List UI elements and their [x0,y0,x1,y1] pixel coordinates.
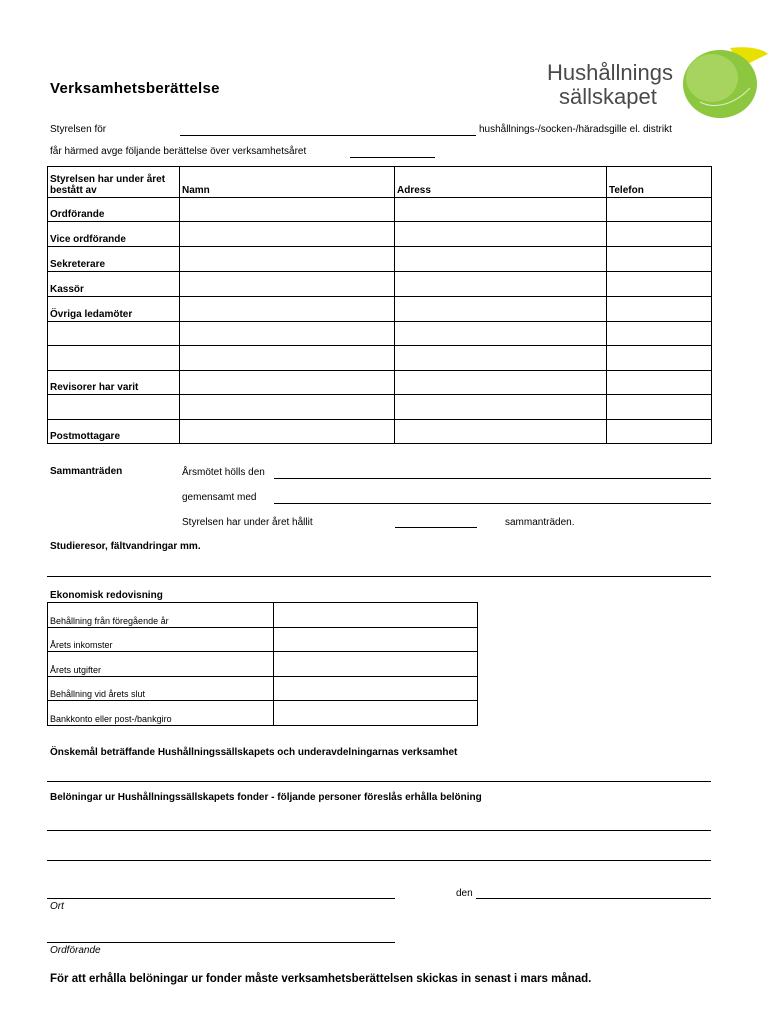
studieresor-label: Studieresor, fältvandringar mm. [50,541,201,552]
date-field[interactable] [476,898,711,899]
board-table-header [48,167,712,198]
table-row [48,603,478,628]
role-label: Vice ordförande [48,222,180,247]
table-row [48,395,712,420]
gemensamt-label: gemensamt med [182,492,257,503]
economy-value-cell[interactable] [274,628,478,652]
name-cell[interactable] [180,420,395,444]
phone-cell[interactable] [607,395,712,420]
table-row [48,420,712,444]
economy-row-label: Behållning vid årets slut [48,677,274,701]
address-cell[interactable] [395,198,607,222]
role-label [48,322,180,346]
awards-label: Belöningar ur Hushållningssällskapets fonder - följande personer föreslås erhålla belöning [50,792,482,803]
styrelsen-hallit-label: Styrelsen har under året hållit [182,517,313,528]
ordforande-signature-field[interactable] [47,942,395,943]
economy-value-cell[interactable] [274,652,478,677]
address-cell[interactable] [395,272,607,297]
logo-text-line2: sällskapet [559,84,657,109]
logo-leaf-icon [670,44,770,124]
address-cell[interactable] [395,322,607,346]
role-label [48,346,180,371]
den-label: den [456,888,473,899]
name-cell[interactable] [180,272,395,297]
phone-cell[interactable] [607,222,712,247]
ort-label: Ort [50,901,64,912]
economy-row-label: Årets inkomster [48,628,274,652]
ort-field[interactable] [47,898,395,899]
role-label: Övriga ledamöter [48,297,180,322]
name-cell[interactable] [180,198,395,222]
year-field[interactable] [350,157,435,158]
phone-cell[interactable] [607,297,712,322]
name-cell[interactable] [180,395,395,420]
wishes-field[interactable] [47,781,711,782]
table-row [48,371,712,395]
logo [545,44,770,124]
phone-cell[interactable] [607,247,712,272]
role-label: Sekreterare [48,247,180,272]
table-row [48,652,478,677]
economy-value-cell[interactable] [274,701,478,726]
role-label: Revisorer har varit [48,371,180,395]
table-row [48,222,712,247]
address-cell[interactable] [395,297,607,322]
styrelsen-for-label: Styrelsen för [50,124,107,135]
board-header-phone: Telefon [607,167,712,198]
far-harmed-label: får härmed avge följande berättelse över verksamhetsåret [50,146,307,157]
economy-table [47,602,478,726]
name-cell[interactable] [180,222,395,247]
table-row [48,346,712,371]
table-row [48,677,478,701]
sammantraden-suffix: sammanträden. [505,517,575,528]
table-row [48,322,712,346]
role-label: Postmottagare [48,420,180,444]
board-header-address: Adress [395,167,607,198]
table-row [48,272,712,297]
name-cell[interactable] [180,297,395,322]
name-cell[interactable] [180,346,395,371]
table-row [48,628,478,652]
role-label: Kassör [48,272,180,297]
economy-value-cell[interactable] [274,677,478,701]
address-cell[interactable] [395,420,607,444]
address-cell[interactable] [395,222,607,247]
phone-cell[interactable] [607,371,712,395]
arsmote-date-field[interactable] [274,478,711,479]
studieresor-field[interactable] [47,576,711,577]
name-cell[interactable] [180,322,395,346]
economy-row-label: Bankkonto eller post-/bankgiro [48,701,274,726]
wishes-label: Önskemål beträffande Hushållningssällskapets och underavdelningarnas verksamhet [50,747,458,758]
address-cell[interactable] [395,247,607,272]
table-row [48,701,478,726]
board-header-role: Styrelsen har under året bestått av [48,167,180,198]
address-cell[interactable] [395,346,607,371]
board-table [47,166,712,444]
awards-field-2[interactable] [47,860,711,861]
economy-value-cell[interactable] [274,603,478,628]
district-type-label: hushållnings-/socken-/häradsgille el. distrikt [479,124,672,135]
page-title: Verksamhetsberättelse [50,80,220,97]
economy-label: Ekonomisk redovisning [50,590,163,601]
awards-field-1[interactable] [47,830,711,831]
logo-text-line1: Hushållnings [547,60,673,85]
board-header-name: Namn [180,167,395,198]
phone-cell[interactable] [607,346,712,371]
address-cell[interactable] [395,395,607,420]
table-row [48,198,712,222]
name-cell[interactable] [180,247,395,272]
economy-row-label: Årets utgifter [48,652,274,677]
table-row [48,297,712,322]
name-cell[interactable] [180,371,395,395]
phone-cell[interactable] [607,420,712,444]
phone-cell[interactable] [607,272,712,297]
meeting-count-field[interactable] [395,527,477,528]
role-label [48,395,180,420]
district-name-field[interactable] [180,135,476,136]
arsmote-label: Årsmötet hölls den [182,467,265,478]
phone-cell[interactable] [607,322,712,346]
phone-cell[interactable] [607,198,712,222]
address-cell[interactable] [395,371,607,395]
gemensamt-field[interactable] [274,503,711,504]
ordforande-label: Ordförande [50,945,101,956]
table-row [48,247,712,272]
role-label: Ordförande [48,198,180,222]
economy-row-label: Behållning från föregående år [48,603,274,628]
footer-note: För att erhålla belöningar ur fonder måste verksamhetsberättelsen skickas in senast i mars månad. [50,973,592,985]
sammantraden-label: Sammanträden [50,466,123,477]
